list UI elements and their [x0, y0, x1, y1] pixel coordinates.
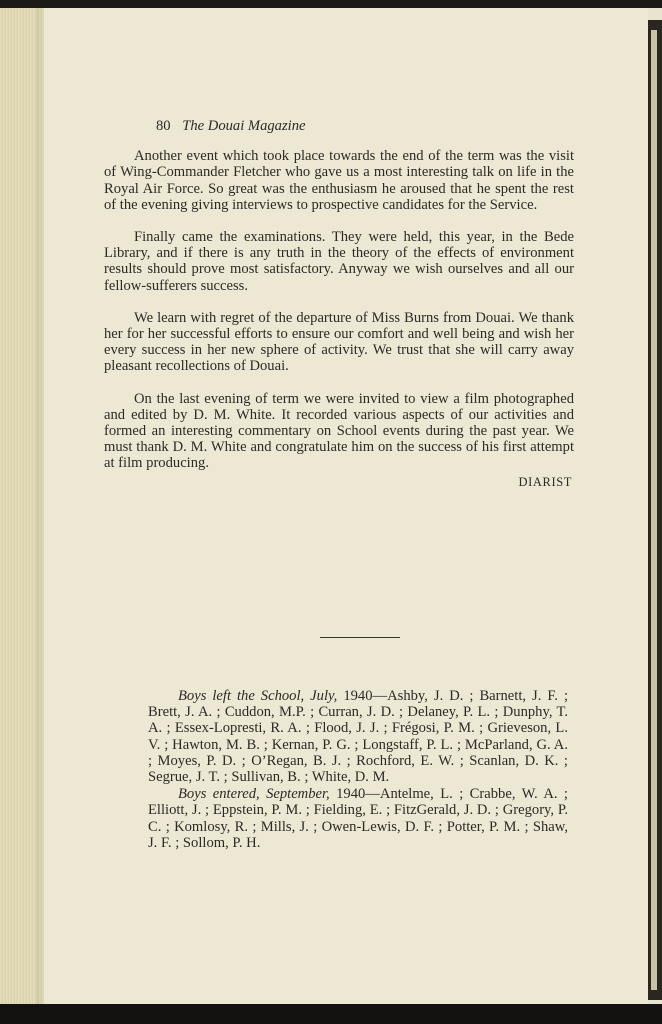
- boys-left-entry: [148, 688, 568, 785]
- section-divider: [320, 637, 400, 638]
- paragraph-miss-burns: We learn with regret of the departure of Miss Burns from Douai. We thank her for her successful efforts to ensure our comfort and well being and wish her every success in her new sphere of activity. We trust that she will carry away pleasant recollections of Douai.: [104, 309, 574, 375]
- page-edges: [0, 8, 44, 1006]
- school-lists: [148, 688, 568, 851]
- bottom-edge: [0, 1004, 662, 1024]
- right-page-edge: [648, 20, 662, 1000]
- boys-left-names: 1940—Ashby, J. D. ; Barnett, J. F. ; Brett, J. A. ; Cuddon, M.P. ; Curran, J. D. ; Delaney, P. L. ; Dunphy, T. A. ; Essex-Lopresti, R. A. ; Flood, J. J. ; Frégosi, P. M. ; Grieveson, L. V. ; Hawton, M. B. ; Kernan, P. G. ; Longstaff, P. L. ; McParland, G. A. ; Moyes, P. D. ; O’Regan, B. J. ; Rochford, E. W. ; Scanlan, D. K. ; Segrue, J. T. ; Sullivan, B. ; White, D. M.: [148, 688, 568, 786]
- boys-entered-entry: [148, 786, 568, 851]
- page-number: 80: [156, 118, 171, 134]
- paragraph-film: On the last evening of term we were invited to view a film photographed and edited by D. M. White. It recorded various aspects of our activities and formed an interesting commentary on School events during the past year. We must thank D. M. White and congratulate him on the success of his first attempt at film producing.: [104, 390, 574, 472]
- boys-entered-names: 1940—Antelme, L. ; Crabbe, W. A. ; Elliott, J. ; Eppstein, P. M. ; Fielding, E. ; FitzGerald, J. D. ; Gregory, P. C. ; Komlosy, R. ; Mills, J. ; Owen-Lewis, D. F. ; Potter, P. M. ; Shaw, J. F. ; Sollom, P. H.: [148, 786, 568, 851]
- signature: DIARIST: [518, 474, 572, 489]
- page-body: [104, 112, 574, 490]
- paragraph-wing-commander: Another event which took place towards the end of the term was the visit of Wing-Commander Fletcher who gave us a most interesting talk on life in the Royal Air Force. So great was the enthusiasm he aroused that he spent the rest of the evening giving interviews to prospective candidates for the Service.: [104, 148, 574, 213]
- magazine-title: The Douai Magazine: [182, 118, 306, 134]
- running-head: [156, 118, 574, 134]
- paragraph-examinations: Finally came the examinations. They were held, this year, in the Bede Library, and if there is any truth in the theory of the effects of environment results should prove most satisfactory. Anyway we wish ourselves and all our fellow-sufferers success.: [104, 229, 574, 294]
- boys-entered-lead: Boys entered, September,: [178, 786, 330, 803]
- boys-left-lead: Boys left the School, July,: [178, 688, 338, 704]
